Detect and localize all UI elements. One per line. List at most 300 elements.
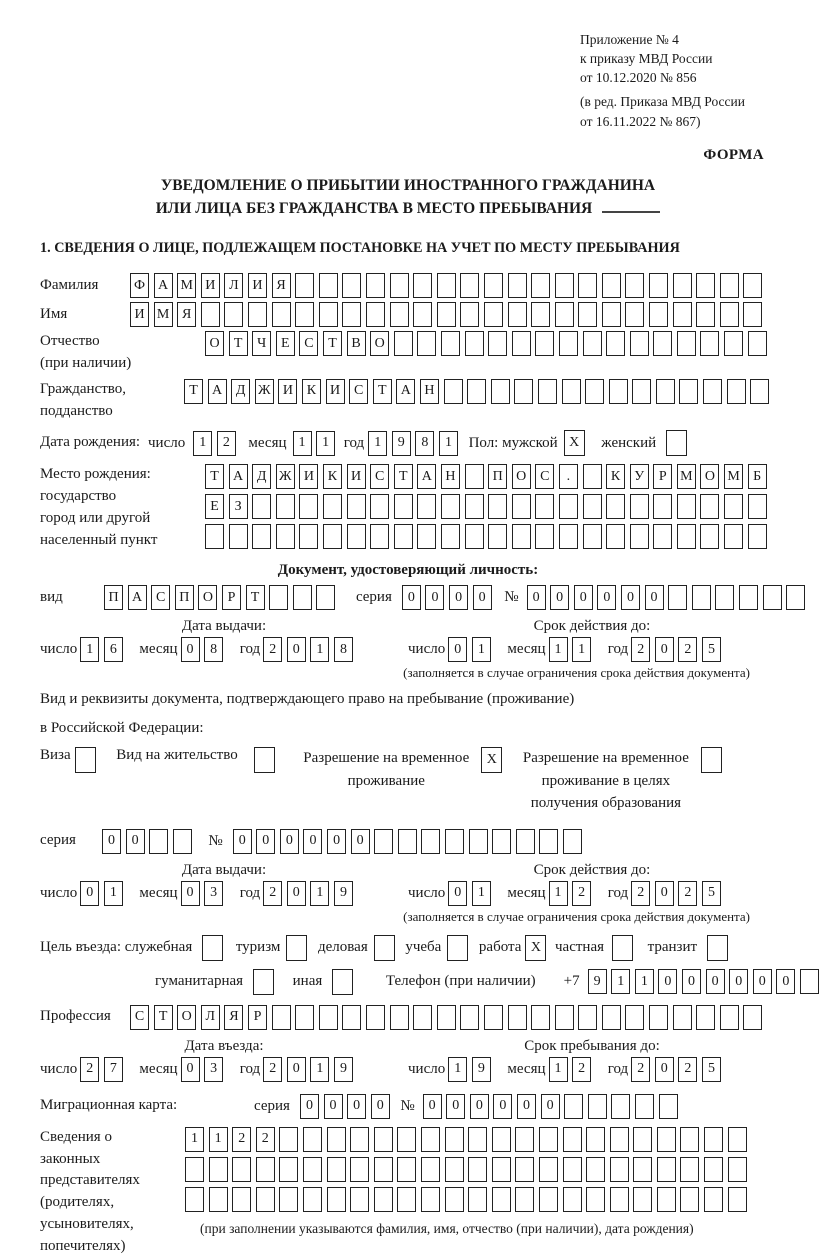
form-cell[interactable]: М <box>154 302 173 327</box>
form-cell[interactable] <box>417 524 436 549</box>
form-cell[interactable] <box>559 494 578 519</box>
form-cell[interactable] <box>319 1005 338 1030</box>
form-cell[interactable] <box>677 494 696 519</box>
form-cell[interactable]: 0 <box>448 637 467 662</box>
form-cell[interactable]: 5 <box>702 881 721 906</box>
form-cell[interactable]: 0 <box>470 1094 489 1119</box>
form-cell[interactable] <box>394 331 413 356</box>
form-cell[interactable] <box>800 969 819 994</box>
form-cell[interactable] <box>248 302 267 327</box>
form-cell[interactable] <box>680 1187 699 1212</box>
form-cell[interactable]: 2 <box>80 1057 99 1082</box>
form-cell[interactable]: 1 <box>209 1127 228 1152</box>
form-cell[interactable] <box>323 524 342 549</box>
form-cell[interactable]: Т <box>184 379 203 404</box>
form-cell[interactable] <box>465 494 484 519</box>
form-cell[interactable] <box>748 494 767 519</box>
form-cell[interactable] <box>421 1187 440 1212</box>
form-cell[interactable] <box>606 331 625 356</box>
form-cell[interactable] <box>201 302 220 327</box>
form-cell[interactable] <box>659 1094 678 1119</box>
form-cell[interactable] <box>728 1157 747 1182</box>
form-cell[interactable] <box>748 331 767 356</box>
form-cell[interactable] <box>531 302 550 327</box>
form-cell[interactable]: 2 <box>232 1127 251 1152</box>
form-cell[interactable]: Ж <box>255 379 274 404</box>
form-cell[interactable]: Т <box>229 331 248 356</box>
form-cell[interactable]: О <box>205 331 224 356</box>
form-cell[interactable] <box>468 1157 487 1182</box>
form-cell[interactable] <box>293 585 312 610</box>
form-cell[interactable] <box>295 302 314 327</box>
form-cell[interactable] <box>316 585 335 610</box>
form-cell[interactable] <box>173 829 192 854</box>
form-cell[interactable] <box>724 494 743 519</box>
form-cell[interactable] <box>468 1187 487 1212</box>
form-cell[interactable] <box>413 1005 432 1030</box>
form-cell[interactable] <box>633 1157 652 1182</box>
form-cell[interactable]: 9 <box>334 1057 353 1082</box>
form-cell[interactable] <box>610 1127 629 1152</box>
form-cell[interactable]: 1 <box>193 431 212 456</box>
form-cell[interactable] <box>555 273 574 298</box>
form-cell[interactable]: 0 <box>550 585 569 610</box>
form-cell[interactable]: 0 <box>371 1094 390 1119</box>
form-cell[interactable]: 1 <box>549 637 568 662</box>
form-cell[interactable]: 0 <box>102 829 121 854</box>
form-cell[interactable] <box>673 273 692 298</box>
form-cell[interactable] <box>232 1187 251 1212</box>
form-cell[interactable] <box>413 302 432 327</box>
checkbox-female[interactable] <box>666 430 687 456</box>
form-cell[interactable]: 0 <box>287 1057 306 1082</box>
form-cell[interactable]: У <box>630 464 649 489</box>
form-cell[interactable] <box>632 379 651 404</box>
form-cell[interactable] <box>437 1005 456 1030</box>
form-cell[interactable] <box>460 273 479 298</box>
form-cell[interactable]: 0 <box>80 881 99 906</box>
form-cell[interactable]: Д <box>252 464 271 489</box>
form-cell[interactable] <box>563 1127 582 1152</box>
form-cell[interactable] <box>539 1157 558 1182</box>
form-cell[interactable] <box>413 273 432 298</box>
form-cell[interactable]: 1 <box>611 969 630 994</box>
checkbox-purpose-other[interactable] <box>332 969 353 995</box>
form-cell[interactable] <box>465 464 484 489</box>
form-cell[interactable]: 1 <box>310 1057 329 1082</box>
form-cell[interactable] <box>602 273 621 298</box>
form-cell[interactable] <box>515 1187 534 1212</box>
form-cell[interactable]: Д <box>231 379 250 404</box>
form-cell[interactable] <box>563 829 582 854</box>
form-cell[interactable] <box>750 379 769 404</box>
form-cell[interactable] <box>535 494 554 519</box>
form-cell[interactable]: 0 <box>517 1094 536 1119</box>
form-cell[interactable]: И <box>278 379 297 404</box>
form-cell[interactable]: 0 <box>753 969 772 994</box>
form-cell[interactable]: Т <box>394 464 413 489</box>
form-cell[interactable] <box>421 829 440 854</box>
form-cell[interactable]: 0 <box>233 829 252 854</box>
form-cell[interactable]: И <box>326 379 345 404</box>
form-cell[interactable]: М <box>724 464 743 489</box>
form-cell[interactable]: 2 <box>678 637 697 662</box>
form-cell[interactable] <box>445 1157 464 1182</box>
form-cell[interactable]: 1 <box>549 1057 568 1082</box>
form-cell[interactable] <box>484 302 503 327</box>
form-cell[interactable] <box>555 302 574 327</box>
form-cell[interactable] <box>374 829 393 854</box>
form-cell[interactable] <box>342 302 361 327</box>
form-cell[interactable] <box>350 1187 369 1212</box>
form-cell[interactable] <box>559 524 578 549</box>
form-cell[interactable]: 0 <box>621 585 640 610</box>
form-cell[interactable]: 0 <box>682 969 701 994</box>
form-cell[interactable]: 2 <box>631 881 650 906</box>
form-cell[interactable] <box>696 273 715 298</box>
checkbox-purpose-study[interactable] <box>447 935 468 961</box>
form-cell[interactable]: О <box>198 585 217 610</box>
form-cell[interactable]: Р <box>248 1005 267 1030</box>
form-cell[interactable] <box>232 1157 251 1182</box>
form-cell[interactable] <box>679 379 698 404</box>
form-cell[interactable]: 0 <box>425 585 444 610</box>
form-cell[interactable] <box>468 1127 487 1152</box>
form-cell[interactable]: Т <box>246 585 265 610</box>
form-cell[interactable] <box>531 1005 550 1030</box>
form-cell[interactable] <box>421 1127 440 1152</box>
form-cell[interactable]: Ф <box>130 273 149 298</box>
form-cell[interactable]: Т <box>154 1005 173 1030</box>
form-cell[interactable]: Т <box>323 331 342 356</box>
form-cell[interactable] <box>397 1127 416 1152</box>
form-cell[interactable]: 0 <box>181 1057 200 1082</box>
form-cell[interactable] <box>704 1157 723 1182</box>
form-cell[interactable] <box>185 1157 204 1182</box>
form-cell[interactable] <box>578 1005 597 1030</box>
form-cell[interactable] <box>559 331 578 356</box>
form-cell[interactable]: 0 <box>473 585 492 610</box>
form-cell[interactable] <box>445 1127 464 1152</box>
checkbox-purpose-private[interactable] <box>612 935 633 961</box>
form-cell[interactable] <box>728 1187 747 1212</box>
form-cell[interactable]: 0 <box>655 881 674 906</box>
form-cell[interactable]: . <box>559 464 578 489</box>
form-cell[interactable] <box>602 302 621 327</box>
form-cell[interactable] <box>484 273 503 298</box>
form-cell[interactable] <box>515 1157 534 1182</box>
form-cell[interactable]: 1 <box>310 637 329 662</box>
checkbox-purpose-tourism[interactable] <box>286 935 307 961</box>
form-cell[interactable] <box>535 331 554 356</box>
form-cell[interactable]: М <box>677 464 696 489</box>
form-cell[interactable]: 0 <box>527 585 546 610</box>
form-cell[interactable] <box>366 1005 385 1030</box>
form-cell[interactable] <box>680 1127 699 1152</box>
form-cell[interactable] <box>538 379 557 404</box>
form-cell[interactable] <box>272 302 291 327</box>
form-cell[interactable] <box>704 1187 723 1212</box>
form-cell[interactable]: 0 <box>597 585 616 610</box>
form-cell[interactable]: 0 <box>446 1094 465 1119</box>
form-cell[interactable] <box>327 1127 346 1152</box>
form-cell[interactable] <box>465 331 484 356</box>
form-cell[interactable]: Я <box>272 273 291 298</box>
form-cell[interactable]: 1 <box>472 881 491 906</box>
form-cell[interactable] <box>366 302 385 327</box>
form-cell[interactable] <box>229 524 248 549</box>
form-cell[interactable] <box>610 1157 629 1182</box>
form-cell[interactable] <box>583 524 602 549</box>
form-cell[interactable] <box>327 1187 346 1212</box>
form-cell[interactable]: 0 <box>256 829 275 854</box>
form-cell[interactable]: 0 <box>645 585 664 610</box>
form-cell[interactable]: 3 <box>204 1057 223 1082</box>
form-cell[interactable]: С <box>370 464 389 489</box>
form-cell[interactable]: 0 <box>402 585 421 610</box>
form-cell[interactable] <box>610 1187 629 1212</box>
form-cell[interactable] <box>394 524 413 549</box>
form-cell[interactable]: Е <box>205 494 224 519</box>
form-cell[interactable] <box>209 1187 228 1212</box>
form-cell[interactable] <box>390 1005 409 1030</box>
form-cell[interactable] <box>394 494 413 519</box>
form-cell[interactable]: Ж <box>276 464 295 489</box>
form-cell[interactable]: 0 <box>181 637 200 662</box>
form-cell[interactable]: И <box>347 464 366 489</box>
form-cell[interactable] <box>256 1187 275 1212</box>
checkbox-purpose-work[interactable]: X <box>525 935 546 961</box>
form-cell[interactable]: Н <box>441 464 460 489</box>
form-cell[interactable] <box>347 494 366 519</box>
form-cell[interactable] <box>555 1005 574 1030</box>
form-cell[interactable]: 1 <box>104 881 123 906</box>
form-cell[interactable]: 0 <box>300 1094 319 1119</box>
form-cell[interactable]: 2 <box>572 881 591 906</box>
form-cell[interactable] <box>625 302 644 327</box>
form-cell[interactable]: 0 <box>280 829 299 854</box>
form-cell[interactable]: 0 <box>347 1094 366 1119</box>
form-cell[interactable]: 6 <box>104 637 123 662</box>
form-cell[interactable] <box>583 464 602 489</box>
form-cell[interactable] <box>465 524 484 549</box>
form-cell[interactable] <box>421 1157 440 1182</box>
form-cell[interactable] <box>492 1187 511 1212</box>
form-cell[interactable] <box>739 585 758 610</box>
form-cell[interactable]: Т <box>373 379 392 404</box>
form-cell[interactable]: К <box>323 464 342 489</box>
form-cell[interactable]: 9 <box>392 431 411 456</box>
form-cell[interactable] <box>786 585 805 610</box>
form-cell[interactable]: Ч <box>252 331 271 356</box>
form-cell[interactable]: 0 <box>449 585 468 610</box>
form-cell[interactable]: П <box>488 464 507 489</box>
form-cell[interactable] <box>692 585 711 610</box>
form-cell[interactable]: 0 <box>287 881 306 906</box>
form-cell[interactable]: П <box>104 585 123 610</box>
form-cell[interactable] <box>606 494 625 519</box>
form-cell[interactable]: И <box>248 273 267 298</box>
form-cell[interactable] <box>653 494 672 519</box>
form-cell[interactable]: 0 <box>655 637 674 662</box>
form-cell[interactable] <box>350 1157 369 1182</box>
form-cell[interactable]: 0 <box>706 969 725 994</box>
form-cell[interactable] <box>366 273 385 298</box>
form-cell[interactable]: 0 <box>327 829 346 854</box>
form-cell[interactable] <box>743 302 762 327</box>
form-cell[interactable] <box>516 829 535 854</box>
checkbox-male[interactable]: X <box>564 430 585 456</box>
form-cell[interactable] <box>279 1127 298 1152</box>
form-cell[interactable]: 2 <box>263 881 282 906</box>
form-cell[interactable]: А <box>396 379 415 404</box>
form-cell[interactable] <box>467 379 486 404</box>
form-cell[interactable]: И <box>201 273 220 298</box>
form-cell[interactable] <box>319 273 338 298</box>
form-cell[interactable]: С <box>130 1005 149 1030</box>
form-cell[interactable] <box>696 302 715 327</box>
form-cell[interactable] <box>703 379 722 404</box>
form-cell[interactable]: 2 <box>263 1057 282 1082</box>
form-cell[interactable] <box>583 494 602 519</box>
form-cell[interactable]: С <box>299 331 318 356</box>
form-cell[interactable] <box>578 273 597 298</box>
form-cell[interactable]: 1 <box>448 1057 467 1082</box>
form-cell[interactable] <box>563 1187 582 1212</box>
form-cell[interactable]: 0 <box>541 1094 560 1119</box>
form-cell[interactable] <box>656 379 675 404</box>
form-cell[interactable] <box>272 1005 291 1030</box>
form-cell[interactable] <box>492 829 511 854</box>
form-cell[interactable] <box>460 1005 479 1030</box>
form-cell[interactable]: 0 <box>351 829 370 854</box>
form-cell[interactable]: 1 <box>572 637 591 662</box>
form-cell[interactable]: 2 <box>217 431 236 456</box>
form-cell[interactable]: 2 <box>678 881 697 906</box>
form-cell[interactable] <box>630 494 649 519</box>
form-cell[interactable]: 0 <box>574 585 593 610</box>
form-cell[interactable] <box>653 524 672 549</box>
form-cell[interactable] <box>185 1187 204 1212</box>
form-cell[interactable] <box>586 1157 605 1182</box>
form-cell[interactable]: А <box>229 464 248 489</box>
form-cell[interactable]: 0 <box>493 1094 512 1119</box>
form-cell[interactable] <box>625 1005 644 1030</box>
checkbox-visa[interactable] <box>75 747 96 773</box>
form-cell[interactable] <box>609 379 628 404</box>
form-cell[interactable]: А <box>154 273 173 298</box>
form-cell[interactable]: О <box>512 464 531 489</box>
form-cell[interactable] <box>445 829 464 854</box>
form-cell[interactable] <box>342 1005 361 1030</box>
form-cell[interactable] <box>374 1127 393 1152</box>
form-cell[interactable] <box>319 302 338 327</box>
form-cell[interactable]: В <box>347 331 366 356</box>
form-cell[interactable] <box>564 1094 583 1119</box>
form-cell[interactable]: 1 <box>368 431 387 456</box>
form-cell[interactable]: К <box>302 379 321 404</box>
form-cell[interactable] <box>704 1127 723 1152</box>
form-cell[interactable]: 9 <box>588 969 607 994</box>
form-cell[interactable] <box>748 524 767 549</box>
form-cell[interactable] <box>303 1187 322 1212</box>
form-cell[interactable]: 0 <box>324 1094 343 1119</box>
form-cell[interactable] <box>539 829 558 854</box>
form-cell[interactable] <box>677 331 696 356</box>
form-cell[interactable] <box>374 1187 393 1212</box>
form-cell[interactable] <box>539 1187 558 1212</box>
form-cell[interactable] <box>677 524 696 549</box>
form-cell[interactable] <box>417 494 436 519</box>
form-cell[interactable] <box>602 1005 621 1030</box>
form-cell[interactable]: 0 <box>448 881 467 906</box>
form-cell[interactable] <box>512 494 531 519</box>
form-cell[interactable] <box>586 1187 605 1212</box>
checkbox-purpose-business-trip[interactable] <box>202 935 223 961</box>
form-cell[interactable] <box>269 585 288 610</box>
form-cell[interactable] <box>515 1127 534 1152</box>
form-cell[interactable] <box>460 302 479 327</box>
form-cell[interactable] <box>586 1127 605 1152</box>
form-cell[interactable]: 1 <box>472 637 491 662</box>
form-cell[interactable] <box>350 1127 369 1152</box>
form-cell[interactable] <box>728 1127 747 1152</box>
form-cell[interactable] <box>512 331 531 356</box>
form-cell[interactable] <box>700 524 719 549</box>
form-cell[interactable]: Е <box>276 331 295 356</box>
form-cell[interactable] <box>488 331 507 356</box>
form-cell[interactable] <box>715 585 734 610</box>
form-cell[interactable] <box>514 379 533 404</box>
form-cell[interactable] <box>488 494 507 519</box>
form-cell[interactable]: 1 <box>635 969 654 994</box>
form-cell[interactable] <box>578 302 597 327</box>
form-cell[interactable] <box>299 494 318 519</box>
form-cell[interactable]: 1 <box>549 881 568 906</box>
form-cell[interactable]: 1 <box>80 637 99 662</box>
form-cell[interactable] <box>743 1005 762 1030</box>
form-cell[interactable] <box>327 1157 346 1182</box>
form-cell[interactable]: П <box>175 585 194 610</box>
form-cell[interactable] <box>508 1005 527 1030</box>
form-cell[interactable] <box>563 1157 582 1182</box>
form-cell[interactable]: 7 <box>104 1057 123 1082</box>
form-cell[interactable] <box>279 1157 298 1182</box>
form-cell[interactable] <box>696 1005 715 1030</box>
form-cell[interactable] <box>720 302 739 327</box>
form-cell[interactable]: Р <box>653 464 672 489</box>
form-cell[interactable] <box>633 1127 652 1152</box>
form-cell[interactable]: 1 <box>310 881 329 906</box>
form-cell[interactable] <box>649 302 668 327</box>
form-cell[interactable]: 2 <box>572 1057 591 1082</box>
form-cell[interactable] <box>437 273 456 298</box>
form-cell[interactable]: 1 <box>293 431 312 456</box>
form-cell[interactable]: 2 <box>631 637 650 662</box>
form-cell[interactable] <box>531 273 550 298</box>
form-cell[interactable] <box>252 494 271 519</box>
form-cell[interactable] <box>397 1187 416 1212</box>
form-cell[interactable] <box>700 494 719 519</box>
form-cell[interactable]: 0 <box>776 969 795 994</box>
form-cell[interactable] <box>252 524 271 549</box>
form-cell[interactable]: Н <box>420 379 439 404</box>
form-cell[interactable]: 8 <box>204 637 223 662</box>
form-cell[interactable]: 0 <box>303 829 322 854</box>
form-cell[interactable]: 5 <box>702 1057 721 1082</box>
form-cell[interactable] <box>469 829 488 854</box>
checkbox-purpose-transit[interactable] <box>707 935 728 961</box>
